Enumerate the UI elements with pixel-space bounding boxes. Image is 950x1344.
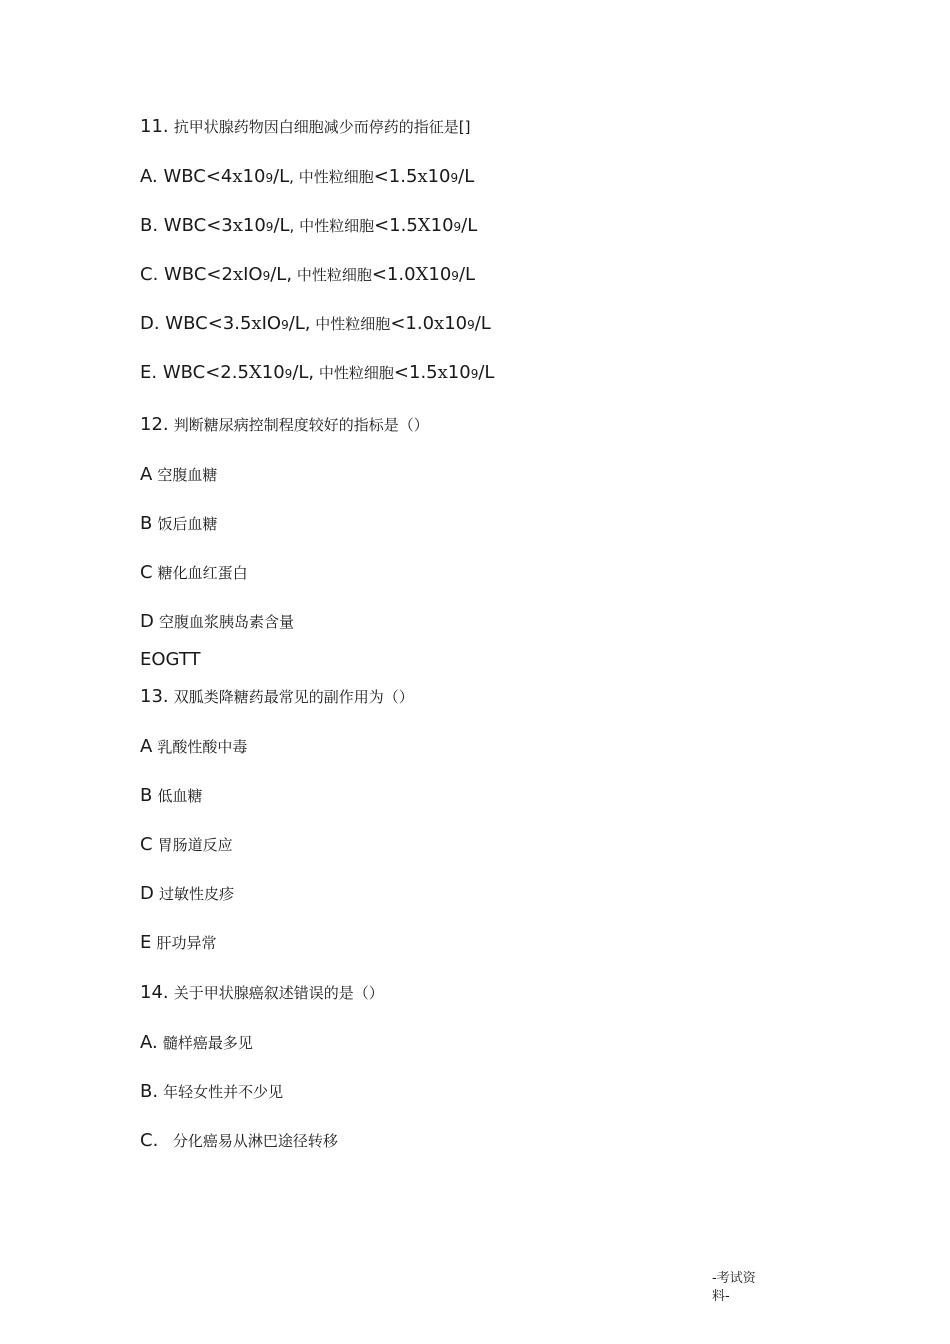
option-text: X <box>248 362 262 383</box>
option-text: <1.0 <box>371 264 416 285</box>
option-text: 饭后血糖 <box>157 515 218 533</box>
option-text: x <box>434 313 445 334</box>
question-13-option-b <box>140 787 202 805</box>
option-text: 中性粒细胞 <box>292 266 372 284</box>
question-number: 13. <box>140 686 169 707</box>
option-text: /L <box>273 215 290 236</box>
option-text: /L, <box>292 362 315 383</box>
option-letter: C <box>140 562 153 583</box>
option-text: <1.5 <box>373 166 418 187</box>
option-text: <1.5 <box>393 362 438 383</box>
option-text: 10 <box>261 362 285 383</box>
option-text: 10 <box>447 362 471 383</box>
option-letter: B <box>140 785 153 806</box>
option-letter: E <box>140 932 152 953</box>
option-text: 年轻女性并不少见 <box>163 1083 284 1101</box>
option-letter: A <box>140 736 153 757</box>
option-text: 乳酸性酸中毒 <box>157 738 248 756</box>
option-text: 10 <box>430 215 454 236</box>
option-text: B. WBC<3 <box>140 215 233 236</box>
option-letter: A. <box>140 1032 158 1053</box>
option-text: x <box>417 166 428 187</box>
option-text: <1.5 <box>374 215 418 236</box>
option-text: X <box>417 215 431 236</box>
question-13-option-e <box>140 934 216 952</box>
option-text: 10 <box>427 166 451 187</box>
option-text: 髓样癌最多见 <box>162 1034 253 1052</box>
question-14-option-b <box>140 1083 283 1101</box>
question-14-option-a <box>140 1034 253 1052</box>
option-text: /L <box>458 264 476 285</box>
option-text: 胃肠道反应 <box>157 836 233 854</box>
option-letter: B. <box>140 1081 159 1102</box>
question-12-option-a <box>140 466 217 484</box>
question-11-option-d <box>140 315 491 333</box>
option-text: 中性粒细胞 <box>314 364 394 382</box>
option-text: x <box>232 215 243 236</box>
option-text: , 中性粒细胞 <box>289 168 374 186</box>
option-text: 肝功异常 <box>156 934 217 952</box>
question-text: 判断糖尿病控制程度较好的指标是（） <box>173 416 429 434</box>
question-text: 关于甲状腺癌叙述错误的是（） <box>173 984 384 1002</box>
question-12-option-c <box>140 564 248 582</box>
option-text: , 中性粒细胞 <box>289 217 375 235</box>
option-text: 9 <box>467 318 475 332</box>
question-12-option-b <box>140 515 217 533</box>
option-text: 9 <box>281 318 289 332</box>
option-text: x <box>251 313 262 334</box>
question-number: 12. <box>140 414 169 435</box>
question-13-stem <box>140 688 414 706</box>
option-text: 糖化血红蛋白 <box>157 564 248 582</box>
question-11-option-e <box>140 364 494 382</box>
question-14-option-c <box>140 1132 338 1150</box>
option-text: 9 <box>262 269 271 283</box>
question-text: 双胍类降糖药最常见的副作用为（） <box>173 688 414 706</box>
question-number: 14. <box>140 982 169 1003</box>
option-text: /L, <box>288 313 311 334</box>
option-text: /L, <box>270 264 293 285</box>
option-letter: B <box>140 513 153 534</box>
option-text: 中性粒细胞 <box>310 315 391 333</box>
option-text: 10 <box>242 166 266 187</box>
option-text: 空腹血糖 <box>157 466 218 484</box>
option-text: IO <box>243 264 263 285</box>
option-text: 空腹血浆胰岛素含量 <box>158 613 294 631</box>
question-11-stem <box>140 118 470 136</box>
option-text: 9 <box>265 220 274 234</box>
question-11-option-b <box>140 217 477 235</box>
option-text: x <box>437 362 448 383</box>
question-13-option-c <box>140 836 233 854</box>
option-text: 9 <box>265 171 274 185</box>
option-text: 9 <box>451 269 459 283</box>
question-13-option-a <box>140 738 247 756</box>
option-text: /L <box>458 166 475 187</box>
option-text: A. WBC<4 <box>140 166 233 187</box>
question-text: 抗甲状腺药物因白细胞减少而停药的指征是[] <box>173 118 471 136</box>
option-letter: C <box>140 834 153 855</box>
option-text: D. WBC<3.5 <box>140 313 252 334</box>
option-text: X <box>415 264 429 285</box>
question-14-stem <box>140 984 384 1002</box>
option-text: 9 <box>453 220 462 234</box>
option-text: x <box>232 166 243 187</box>
page-footer <box>712 1270 772 1305</box>
option-text: 10 <box>428 264 452 285</box>
option-text: 低血糖 <box>157 787 203 805</box>
option-letter: C. <box>140 1130 159 1151</box>
option-letter: D <box>140 883 154 904</box>
option-text: /L <box>273 166 290 187</box>
question-12-option-e: EOGTT <box>140 649 201 670</box>
option-text: 9 <box>470 367 479 381</box>
option-text: x <box>232 264 244 285</box>
option-text: 分化癌易从淋巴途径转移 <box>163 1132 338 1150</box>
option-letter: D <box>140 611 154 632</box>
question-11-option-a <box>140 168 474 186</box>
question-11-option-c <box>140 266 475 284</box>
option-text: /L <box>461 215 478 236</box>
option-text: 9 <box>450 171 459 185</box>
footer-line-1: -考试资 <box>712 1271 756 1286</box>
option-text: /L <box>474 313 491 334</box>
question-13-option-d <box>140 885 234 903</box>
option-text: C. WBC<2 <box>140 264 233 285</box>
option-letter: A <box>140 464 153 485</box>
option-text: E. WBC<2.5 <box>140 362 249 383</box>
option-text: 9 <box>284 367 293 381</box>
question-12-option-d <box>140 613 294 631</box>
question-number: 11. <box>140 116 169 137</box>
question-12-stem <box>140 416 429 434</box>
option-text: 10 <box>444 313 468 334</box>
option-text: 10 <box>242 215 266 236</box>
footer-line-2: 料- <box>712 1288 730 1304</box>
option-text: <1.0 <box>390 313 435 334</box>
option-text: IO <box>261 313 282 334</box>
option-text: /L <box>478 362 495 383</box>
option-text: 过敏性皮疹 <box>158 885 234 903</box>
